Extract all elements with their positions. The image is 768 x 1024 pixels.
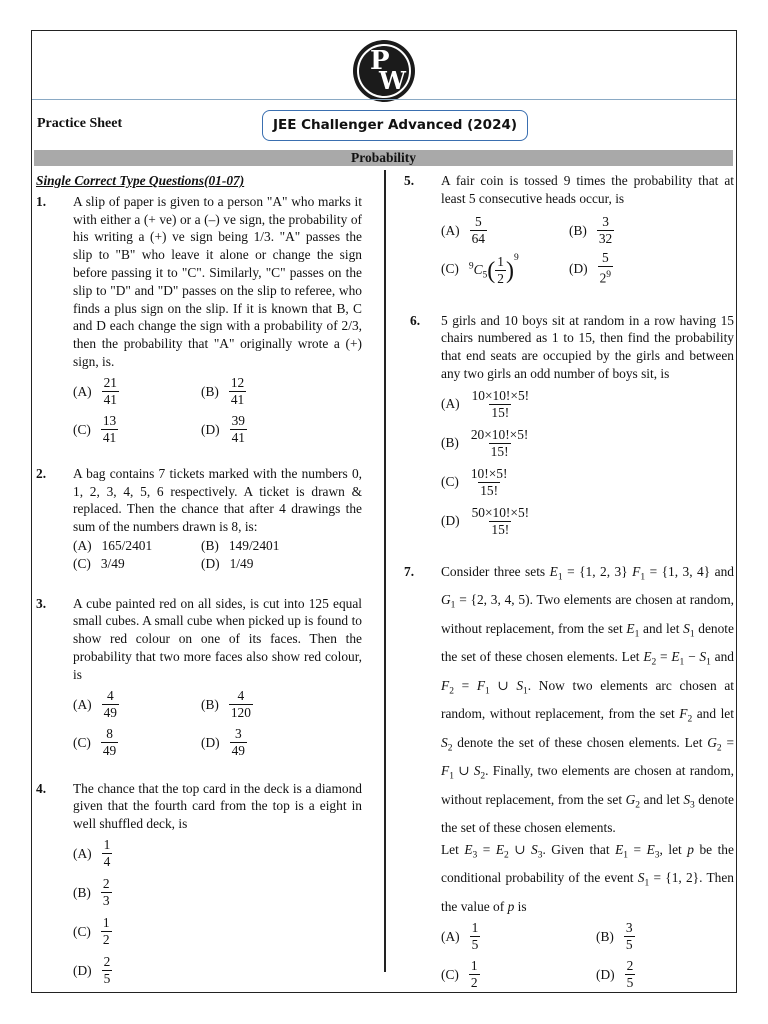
- question-number: 3.: [36, 595, 47, 611]
- option-c[interactable]: (C) $\frac{1}{2}$: [73, 914, 110, 947]
- header-rule: [32, 99, 736, 100]
- option-c[interactable]: (C) $\frac{13}{41}$: [73, 413, 117, 446]
- option-c[interactable]: (C) $^9C_5$( $\frac{1}{2}$ )$^9$: [441, 252, 519, 287]
- question-text: Consider three sets $E_1 = \{1$, 2, 3} $F_1 = \{1$, 3, 4} and $G_1 = \{2$, 3, 4, 5). Two elements are chosen at random, without replacement, from the set $E_1$ and let $S_1$ denote the set of these chosen elements. Let $E_2 = E_1 - S_1$ and $F_2 = F_1$ ∪ $S_1$. Now two elements arc chosen at random, without replacement, from the set $F_2$ and let $S_2$ denote the set of these chosen elements. Let $G_2 = F_1$ ∪ $S_2$. Finally, two elements are chosen at random, without replacement, from the set $G_2$ and let $S_3$ denote the set of these chosen elements. Let $E_3 = E_2$ ∪ $S_3$. Given that $E_1 = E_3$, let p be the conditional probability of the event $S_1 = \{1$, 2}. Then the value of p is: [441, 563, 735, 914]
- options: [441, 918, 734, 994]
- option-b[interactable]: (B) $\frac{2}{3}$: [73, 875, 110, 908]
- option-d[interactable]: (D) $\frac{3}{49}$: [201, 726, 245, 759]
- option-b[interactable]: (B) $\frac{3}{5}$: [596, 920, 633, 953]
- practice-sheet-label: Practice Sheet: [37, 116, 123, 131]
- question-number: 1.: [36, 193, 47, 209]
- question-text: A cube painted red on all sides, is cut into 125 equal small cubes. A small cube when picked up is found to show red colour on one of its faces. Then the probability that two more faces also show red colour, is: [73, 595, 362, 682]
- option-d[interactable]: (D) 1/49: [201, 555, 254, 571]
- options: [73, 373, 362, 449]
- question-text: The chance that the top card in the deck is a diamond given that the fourth card from the top is a eight in well shuffled deck, is: [73, 780, 362, 832]
- column-divider: [384, 170, 386, 972]
- option-d[interactable]: (D) $\frac{5}{2^9}$: [569, 250, 612, 286]
- option-c[interactable]: (C) $\frac{10!\times 5!}{15!}$: [441, 465, 508, 498]
- exam-title: JEE Challenger Advanced (2024): [262, 110, 528, 141]
- option-b[interactable]: (B) $\frac{4}{120}$: [201, 688, 251, 721]
- options: [441, 212, 734, 288]
- right-column: [404, 172, 734, 994]
- question-text: A bag contains 7 tickets marked with the numbers 0, 1, 2, 3, 4, 5, 6 respectively. A ticket is drawn & replaced. Then the chance that after 4 drawings the sum of the numbers drawn is 8, is:: [73, 465, 362, 535]
- option-d[interactable]: (D) $\frac{50\times 10!\times 5!}{15!}$: [441, 504, 530, 537]
- option-a[interactable]: (A) $\frac{10\times 10!\times 5!}{15!}$: [441, 387, 530, 420]
- pw-logo: P W: [353, 40, 415, 102]
- question-number: 7.: [404, 563, 415, 579]
- options: [73, 686, 362, 762]
- option-b[interactable]: (B) $\frac{3}{32}$: [569, 214, 613, 247]
- question-5: [404, 172, 734, 288]
- topic-bar: Probability: [34, 150, 733, 166]
- option-a[interactable]: (A) $\frac{1}{4}$: [73, 836, 111, 869]
- question-1: [36, 193, 362, 449]
- question-4: [36, 780, 362, 990]
- section-title: Single Correct Type Questions(01-07): [36, 173, 245, 188]
- option-b[interactable]: (B) $\frac{20\times 10!\times 5!}{15!}$: [441, 426, 529, 459]
- question-2: [36, 465, 362, 573]
- question-text: A slip of paper is given to a person "A" who marks it with either a (+ ve) or a (–) ve sign, the probability of his writing a (+) ve sign being 1/3. "A" passes the slip to "B" who leave it alone or change the sign before passing it to "C". Similarly, "C" passes on the slip to "D" and "D" passes on the slip to referee, who finds a plus sign on the slip. If it is known that B, C and D each change the sign with a probability of 2/3, then the probability that "A" originally wrote a (+) sign, is.: [73, 193, 362, 369]
- question-3: [36, 595, 362, 762]
- question-6: [404, 312, 734, 541]
- options: [441, 385, 734, 541]
- option-a[interactable]: (A) 165/2401: [73, 537, 153, 553]
- option-d[interactable]: (D) $\frac{39}{41}$: [201, 413, 245, 446]
- option-c[interactable]: (C) 3/49: [73, 555, 125, 571]
- options: [73, 834, 362, 990]
- option-a[interactable]: (A) $\frac{4}{49}$: [73, 688, 117, 721]
- option-d[interactable]: (D) $\frac{2}{5}$: [596, 958, 634, 991]
- question-number: 2.: [36, 465, 47, 481]
- question-text: A fair coin is tossed 9 times the probability that at least 5 consecutive heads occur, is: [441, 173, 734, 206]
- option-a[interactable]: (A) $\frac{21}{41}$: [73, 375, 117, 408]
- option-a[interactable]: (A) $\frac{5}{64}$: [441, 214, 485, 247]
- option-c[interactable]: (C) $\frac{1}{2}$: [441, 958, 478, 991]
- question-number: 6.: [410, 312, 421, 328]
- question-text: 5 girls and 10 boys sit at random in a row having 15 chairs numbered as 1 to 15, then find the probability that end seats are occupied by the girls and between any two girls an odd number of boys sit, is: [441, 312, 734, 381]
- option-a[interactable]: (A) $\frac{1}{5}$: [441, 920, 479, 953]
- left-column: [36, 172, 362, 990]
- question-number: 4.: [36, 780, 47, 796]
- option-d[interactable]: (D) $\frac{2}{5}$: [73, 953, 111, 986]
- option-b[interactable]: (B) $\frac{12}{41}$: [201, 375, 245, 408]
- option-c[interactable]: (C) $\frac{8}{49}$: [73, 726, 117, 759]
- question-7: [404, 561, 734, 994]
- question-number: 5.: [404, 173, 415, 188]
- options: [73, 537, 362, 573]
- option-b[interactable]: (B) 149/2401: [201, 537, 280, 553]
